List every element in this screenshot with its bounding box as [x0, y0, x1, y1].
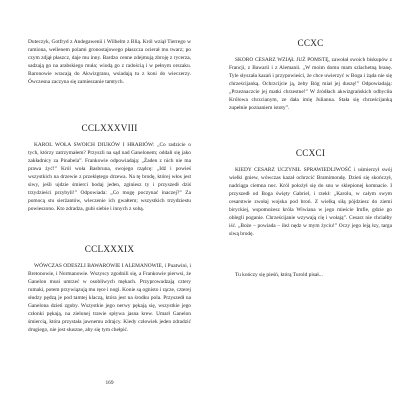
section-paragraph-ccxc: SKORO CESARZ WZIĄŁ JUŻ POMSTĘ, zawołał swoich biskupów z Francji, z Bawarii i z Alemanii. „W moim domu mam szlachetną branę. Tyle słyszała kazań i przypowieści, że chce uwierzyć w Boga i żąda nie się chrześcijanką. Ochrzcijcie ją, żeby Bóg miał jej duszę!” Odpowiadają: „Przeznaczcie jej matki chrzestne!” W źródłach akwizgrańskich odbyciła Królowa chrzcianym, ze dała imię Julianna. Stała się chrześcijanką zupełnie poznaniem istoty”.: [229, 57, 392, 111]
closing-line: Tu kończy się pieśń, którą Turold pisał...: [235, 272, 323, 278]
section-heading-ccxc: CCXC: [297, 38, 324, 48]
opening-paragraph: Duteczyk, Gotfryd z Andegawenii i Wilhelm z Blią. Król wziął Tierrego w ramiona, wellenem polami gronostajowego płaszcza ocierał mu twarz; po czym zdjął płaszcz, daje mu inny. Bardzo cenne zdejmują zbroję z rycerza, sadzają go na arabskiego muła; wiodą go z radością i w pełnym orszaku. Baronowie wracają do Akwizgranu, wsiadają tu z koni do wieczerzy. Ówczesna zaczyna się zamieszanie tamtych.: [28, 39, 191, 85]
section-heading-cclxxxviii: CCLXXXVIII: [81, 123, 138, 133]
section-paragraph-cclxxxix: WÓWCZAS ODESZLI BAWAROWIE I ALEMANOWIE, i Puatwini, i Bretonowie, i Normanowie. Wszyscy zgodnili się, a Frankowie pierwsi, że Ganelon musi umrzeć w osobliwych mękach. Przyprowadzają cztery rumaki, potem przywiązują mu ręce i nogi. Konie są ognisto i rącze, czterej słudzy pędzą je pod tamtej klaczą, która jest na środku pola. Przyszedł na Ganelona dzień zguby. Wszystkie jego nerwy pękają się, wszystkie jego członki pękają, na zielonej trawie spływa jasna krew. Umarł Ganelon śmiercią, która przystała jawnemu zdrajcy. Kiedy człowiek jeden zdradzić drugiego, nie jest słuszne, aby się tym chełpić.: [28, 263, 192, 333]
page-number: 169: [105, 380, 114, 386]
section-heading-ccxci: CCXCI: [295, 148, 326, 158]
section-paragraph-ccxci: KIEDY CESARZ UCZYNIŁ SPRAWIEDLIWOŚĆ i uśmierzył swój wielki gniew, wówczas kazał ochrzcić Bramimondę. Dzień się skończył, nadciąga ciemna noc. Król położył się do snu w sklepionej komnacie. I przyszedł od Boga święty Gabriel, i rzekł: „Karolu, w całym swym cesarstwie zwołaj wojska pod broń. Z wielką siłą pójdziesz do ziemi biryckiej, wspomożesz króla Wiwiana w jego mieście Imfie, gdzie go oblegli poganie. Chrześcijanie wzywają cię i wołają”. Cesarz nie chciałby iść. „Boże – powiada – ileż nędz w mym życiu!” Oczy jego leją łzy, targa siwą brodę.: [229, 167, 392, 237]
section-heading-cclxxxix: CCLXXXIX: [84, 244, 135, 254]
section-paragraph-cclxxxviii: KAROL WOŁA SWOICH DIUKÓW I HRABIÓW: „Co radzicie o tych, którzy zatrzymałem? Przyszli na sąd nad Ganelonem; oddali się jako zakładnicy za Pinabela”. Frankowie odpowiadają: „Żaden z nich nie ma prawa żyć!” Król woła Basbruna, swojego rządcę: „Idź i powieś wszystkich na drzewie z przeklętego drzewa. Na tę brodę, której włos jest siwy, jeśli ujdzie śmierci bodaj jeden, zginiesz ty i przyszedł dziś trzydzieści przybyli!” Odpowiada: „Co mogę poczynać inaczej?” Za pomocą stu sierżantów, wleczenie ich gwałtem; wszystkich trzydziestu powieszono. Kto zdradza, gubi siebie i innych z sobą.: [28, 142, 191, 212]
